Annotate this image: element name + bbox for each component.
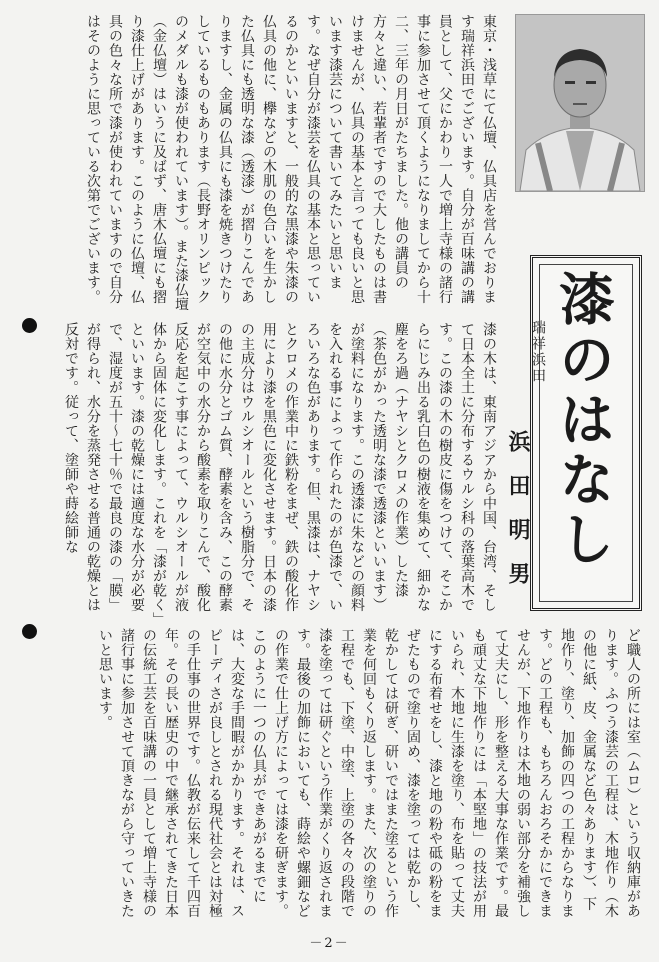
author-photo (515, 14, 645, 192)
author-organization: 瑞祥浜田 (530, 320, 546, 384)
bullet-mark (22, 318, 37, 333)
text-block-bottom (44, 628, 644, 920)
article-title: 漆のはなし (550, 270, 616, 570)
bullet-mark (22, 624, 37, 639)
author-name: 浜田明男 (505, 430, 531, 606)
page-number: －2－ (309, 936, 350, 951)
author-portrait-image (516, 15, 644, 191)
text-block-middle (44, 322, 500, 620)
paragraph-lacquer-process: ど職人の所には室（ムロ）という収納庫があります。ふつう漆芸の工程は、木地作り（木の他に紙、皮、金属など色々あります）、下地作り、塗り、加飾の四つの工程からなります。どの工程も、もちろんおろそかにできませんが、下地作りは木地の弱い部分を補強して丈夫にし、形を整える大事な作業です。最も頑丈な下地作りには「本堅地」の技法が用いられ、木地に生漆を塗り、布を貼って丈夫にする布着せをし、漆と地の粉や砥の粉をまぜたもので塗り固め、漆を塗っては乾かし、乾かしては研ぎ、研いではまた塗るという作業を何回もくり返します。また、次の塗りの工程でも、下塗、中塗、上塗の各々の段階で漆を塗っては研ぐという作業がくり返されます。最後の加飾においても、蒔絵や螺鈿などの作業で仕上げ方によっては漆を研ぎます。このように一つの仏具ができあがるまでには、大変な手間暇がかかります。それは、スピーディさが良しとされる現代社会とは対極の手仕事の世界です。仏教が伝来して千四百年。その長い歴史の中で継承されてきた日本の伝統工芸を百味講の一員として増上寺様の諸行事に参加させて頂きながら守っていきたいと思います。 (97, 628, 641, 918)
text-block-top (10, 14, 500, 316)
paragraph-lacquer-origin: 漆の木は、東南アジアから中国、台湾、そして日本全土に分布するウルシ科の落葉高木です。この漆の木の樹皮に傷をつけて、そこからにじみ出る乳白色の樹液を集めて、細かな塵をろ過（ナヤシとクロメの作業）した漆（茶色がかった透明な漆で透漆といいます）が塗料になります。この透漆に朱などの顔料を入れる事によって作られたのが色漆で、いろいろな色があります。但、黒漆は、ナヤシとクロメの作業中に鉄粉をまぜ、鉄の酸化作用により漆を黒色に変化させます。日本の漆の主成分はウルシオールという樹脂分で、その他に水分とゴム質、酵素を含み、この酵素が空気中の水分から酸素を取りこんで、酸化反応を起こす事によって、ウルシオールが液体から固体に変化します。これを「漆が乾く」といいます。漆の乾燥には適度な水分が必要で、湿度が五十～七十％で最良の漆の「膜」が得られ、水分を蒸発させる普通の乾燥とは反対です。従って、塗師や蒔絵師な (63, 322, 497, 620)
paragraph-intro: 東京・浅草にて仏壇、仏具店を営んでおります瑞祥浜田でございます。自分が百味講の講員として、父にかわり一人で増上寺様の諸行事に参加させて頂くようになりましてから十二、三年の月日がたちました。他の講員の方々と違い、若輩者ですので大したものは書けませんが、仏具の基本と言っても良いと思います漆芸について書いてみたいと思います。なぜ自分が漆芸を仏具の基本と思っているのかといいますと、一般的な黒漆や朱漆の仏具の他に、欅などの木肌の色合いを生かした仏具にも透明な漆（透漆）が摺りこんでありますし、金属の仏具にも漆を焼きつけたりしているものもあります（長野オリンピックのメダルも漆が使われています）。また漆仏壇（金仏壇）はいうに及ばず、唐木仏壇にも摺り漆仕上げがあります。このように仏壇、仏具の色々な所で漆が使われていますので自分はそのように思っている次第でございます。 (85, 14, 497, 312)
